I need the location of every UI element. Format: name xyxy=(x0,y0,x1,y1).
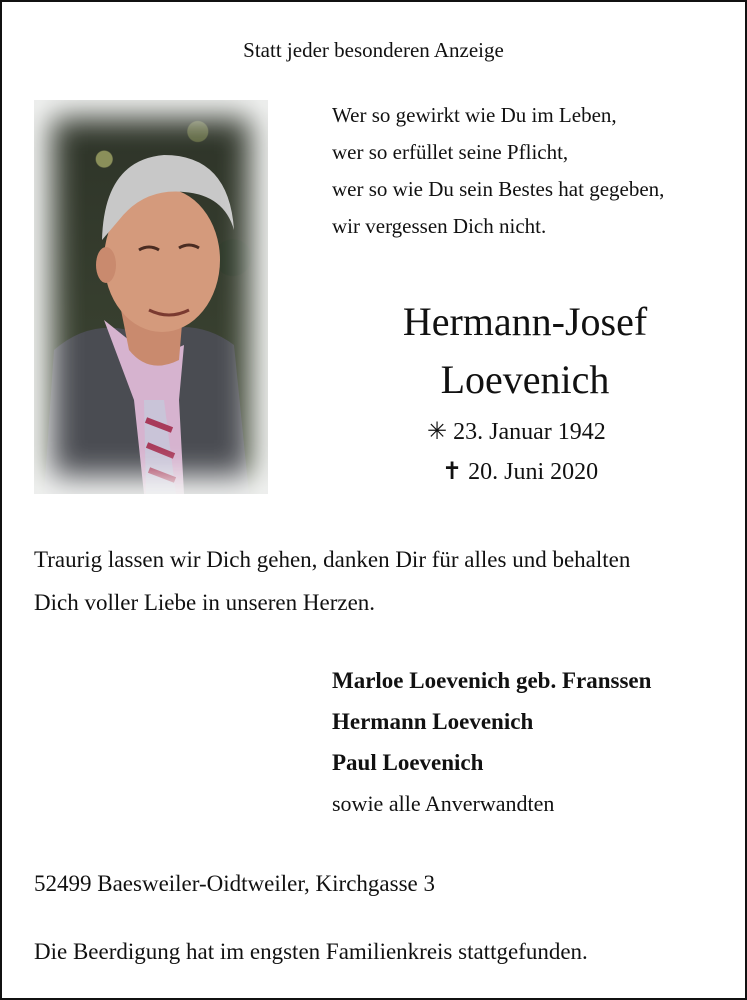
family-member: Hermann Loevenich xyxy=(332,709,534,734)
birth-date: 23. Januar 1942 xyxy=(453,419,606,445)
message-line: Dich voller Liebe in unseren Herzen. xyxy=(34,590,376,615)
message-line: Traurig lassen wir Dich gehen, danken Dir für alles und behalten xyxy=(34,547,631,572)
death-date: 20. Juni 2020 xyxy=(468,459,599,485)
deceased-first-name: Hermann-Josef xyxy=(402,299,648,344)
verse-line: wer so wie Du sein Bestes hat gegeben, xyxy=(332,177,665,201)
verse-line: wir vergessen Dich nicht. xyxy=(332,214,547,238)
funeral-note: Die Beerdigung hat im engsten Familienkreis stattgefunden. xyxy=(34,939,588,964)
death-date-line xyxy=(442,457,598,486)
family-member: Marloe Loevenich geb. Franssen xyxy=(332,668,652,693)
notice-header: Statt jeder besonderen Anzeige xyxy=(243,38,504,62)
family-member: Paul Loevenich xyxy=(332,750,484,775)
relatives-line: sowie alle Anverwandten xyxy=(332,791,555,816)
verse-line: wer so erfüllet seine Pflicht, xyxy=(332,140,569,164)
portrait-photo xyxy=(34,100,268,494)
deceased-last-name: Loevenich xyxy=(440,357,610,402)
death-cross-icon: ✝ xyxy=(442,459,463,485)
verse-line: Wer so gewirkt wie Du im Leben, xyxy=(332,103,617,127)
birth-star-icon: ✳ xyxy=(427,419,448,445)
address: 52499 Baesweiler-Oidtweiler, Kirchgasse 3 xyxy=(34,871,435,896)
birth-date-line xyxy=(427,417,606,446)
